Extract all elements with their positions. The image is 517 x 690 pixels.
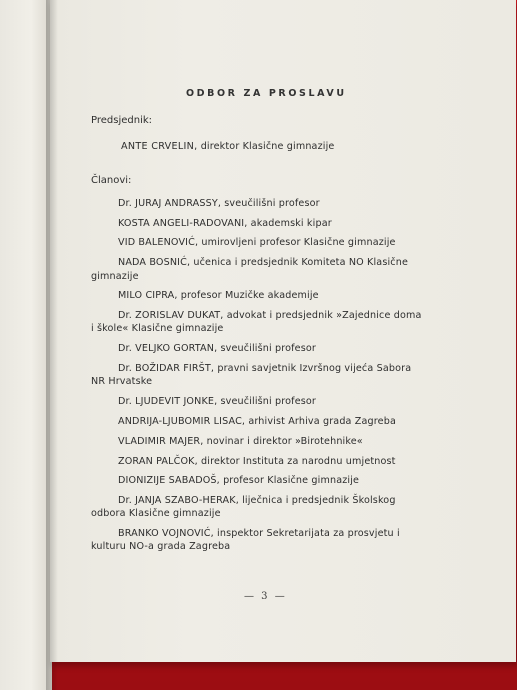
member-line: Dr. VELJKO GORTAN, sveučilišni profesor: [118, 343, 316, 354]
president-role: direktor Klasične gimnazije: [200, 141, 335, 152]
member-line: Dr. LJUDEVIT JONKE, sveučilišni profesor: [118, 396, 317, 407]
member-line: Dr. JURAJ ANDRASSY, sveučilišni profesor: [118, 198, 320, 209]
members-label: Članovi:: [91, 175, 132, 186]
member-line: NADA BOSNIĆ, učenica i predsjednik Komiteta NO Klasične: [118, 257, 409, 268]
president-label: Predsjednik:: [91, 115, 153, 126]
member-line-continued: odbora Klasične gimnazije: [91, 508, 221, 519]
page-title: ODBOR ZA PROSLAVU: [186, 88, 347, 99]
member-line: Dr. ZORISLAV DUKAT, advokat i predsjednik »Zajednice doma: [118, 310, 422, 321]
president-name: ANTE CRVELIN,: [121, 141, 198, 152]
spine-shadow: [46, 0, 58, 690]
member-line-continued: kulturu NO-a grada Zagreba: [91, 541, 231, 552]
member-line: KOSTA ANGELI-RADOVANI, akademski kipar: [118, 218, 332, 229]
member-line: MILO CIPRA, profesor Muzičke akademije: [118, 290, 319, 301]
member-line: VID BALENOVIĆ, umirovljeni profesor Klasične gimnazije: [118, 237, 396, 248]
member-line: BRANKO VOJNOVIĆ, inspektor Sekretarijata za prosvjetu i: [118, 528, 400, 539]
member-line-continued: gimnazije: [91, 271, 139, 282]
member-line: ZORAN PALČOK, direktor Instituta za narodnu umjetnost: [118, 456, 396, 467]
member-line: Dr. BOŽIDAR FIRŠT, pravni savjetnik Izvršnog vijeća Sabora: [118, 363, 412, 374]
left-page-edge: [0, 0, 52, 690]
member-line-continued: NR Hrvatske: [91, 376, 153, 387]
member-line-continued: i škole« Klasične gimnazije: [91, 323, 224, 334]
page-number: — 3 —: [244, 591, 287, 602]
member-line: Dr. JANJA SZABO-HERAK, liječnica i predsjednik Školskog: [118, 495, 396, 506]
member-line: VLADIMIR MAJER, novinar i direktor »Birotehnike«: [118, 436, 363, 447]
president-entry: [121, 141, 334, 152]
member-line: DIONIZIJE SABADOŠ, profesor Klasične gimnazije: [118, 475, 360, 486]
member-line: ANDRIJA-LJUBOMIR LISAC, arhivist Arhiva grada Zagreba: [118, 416, 396, 427]
